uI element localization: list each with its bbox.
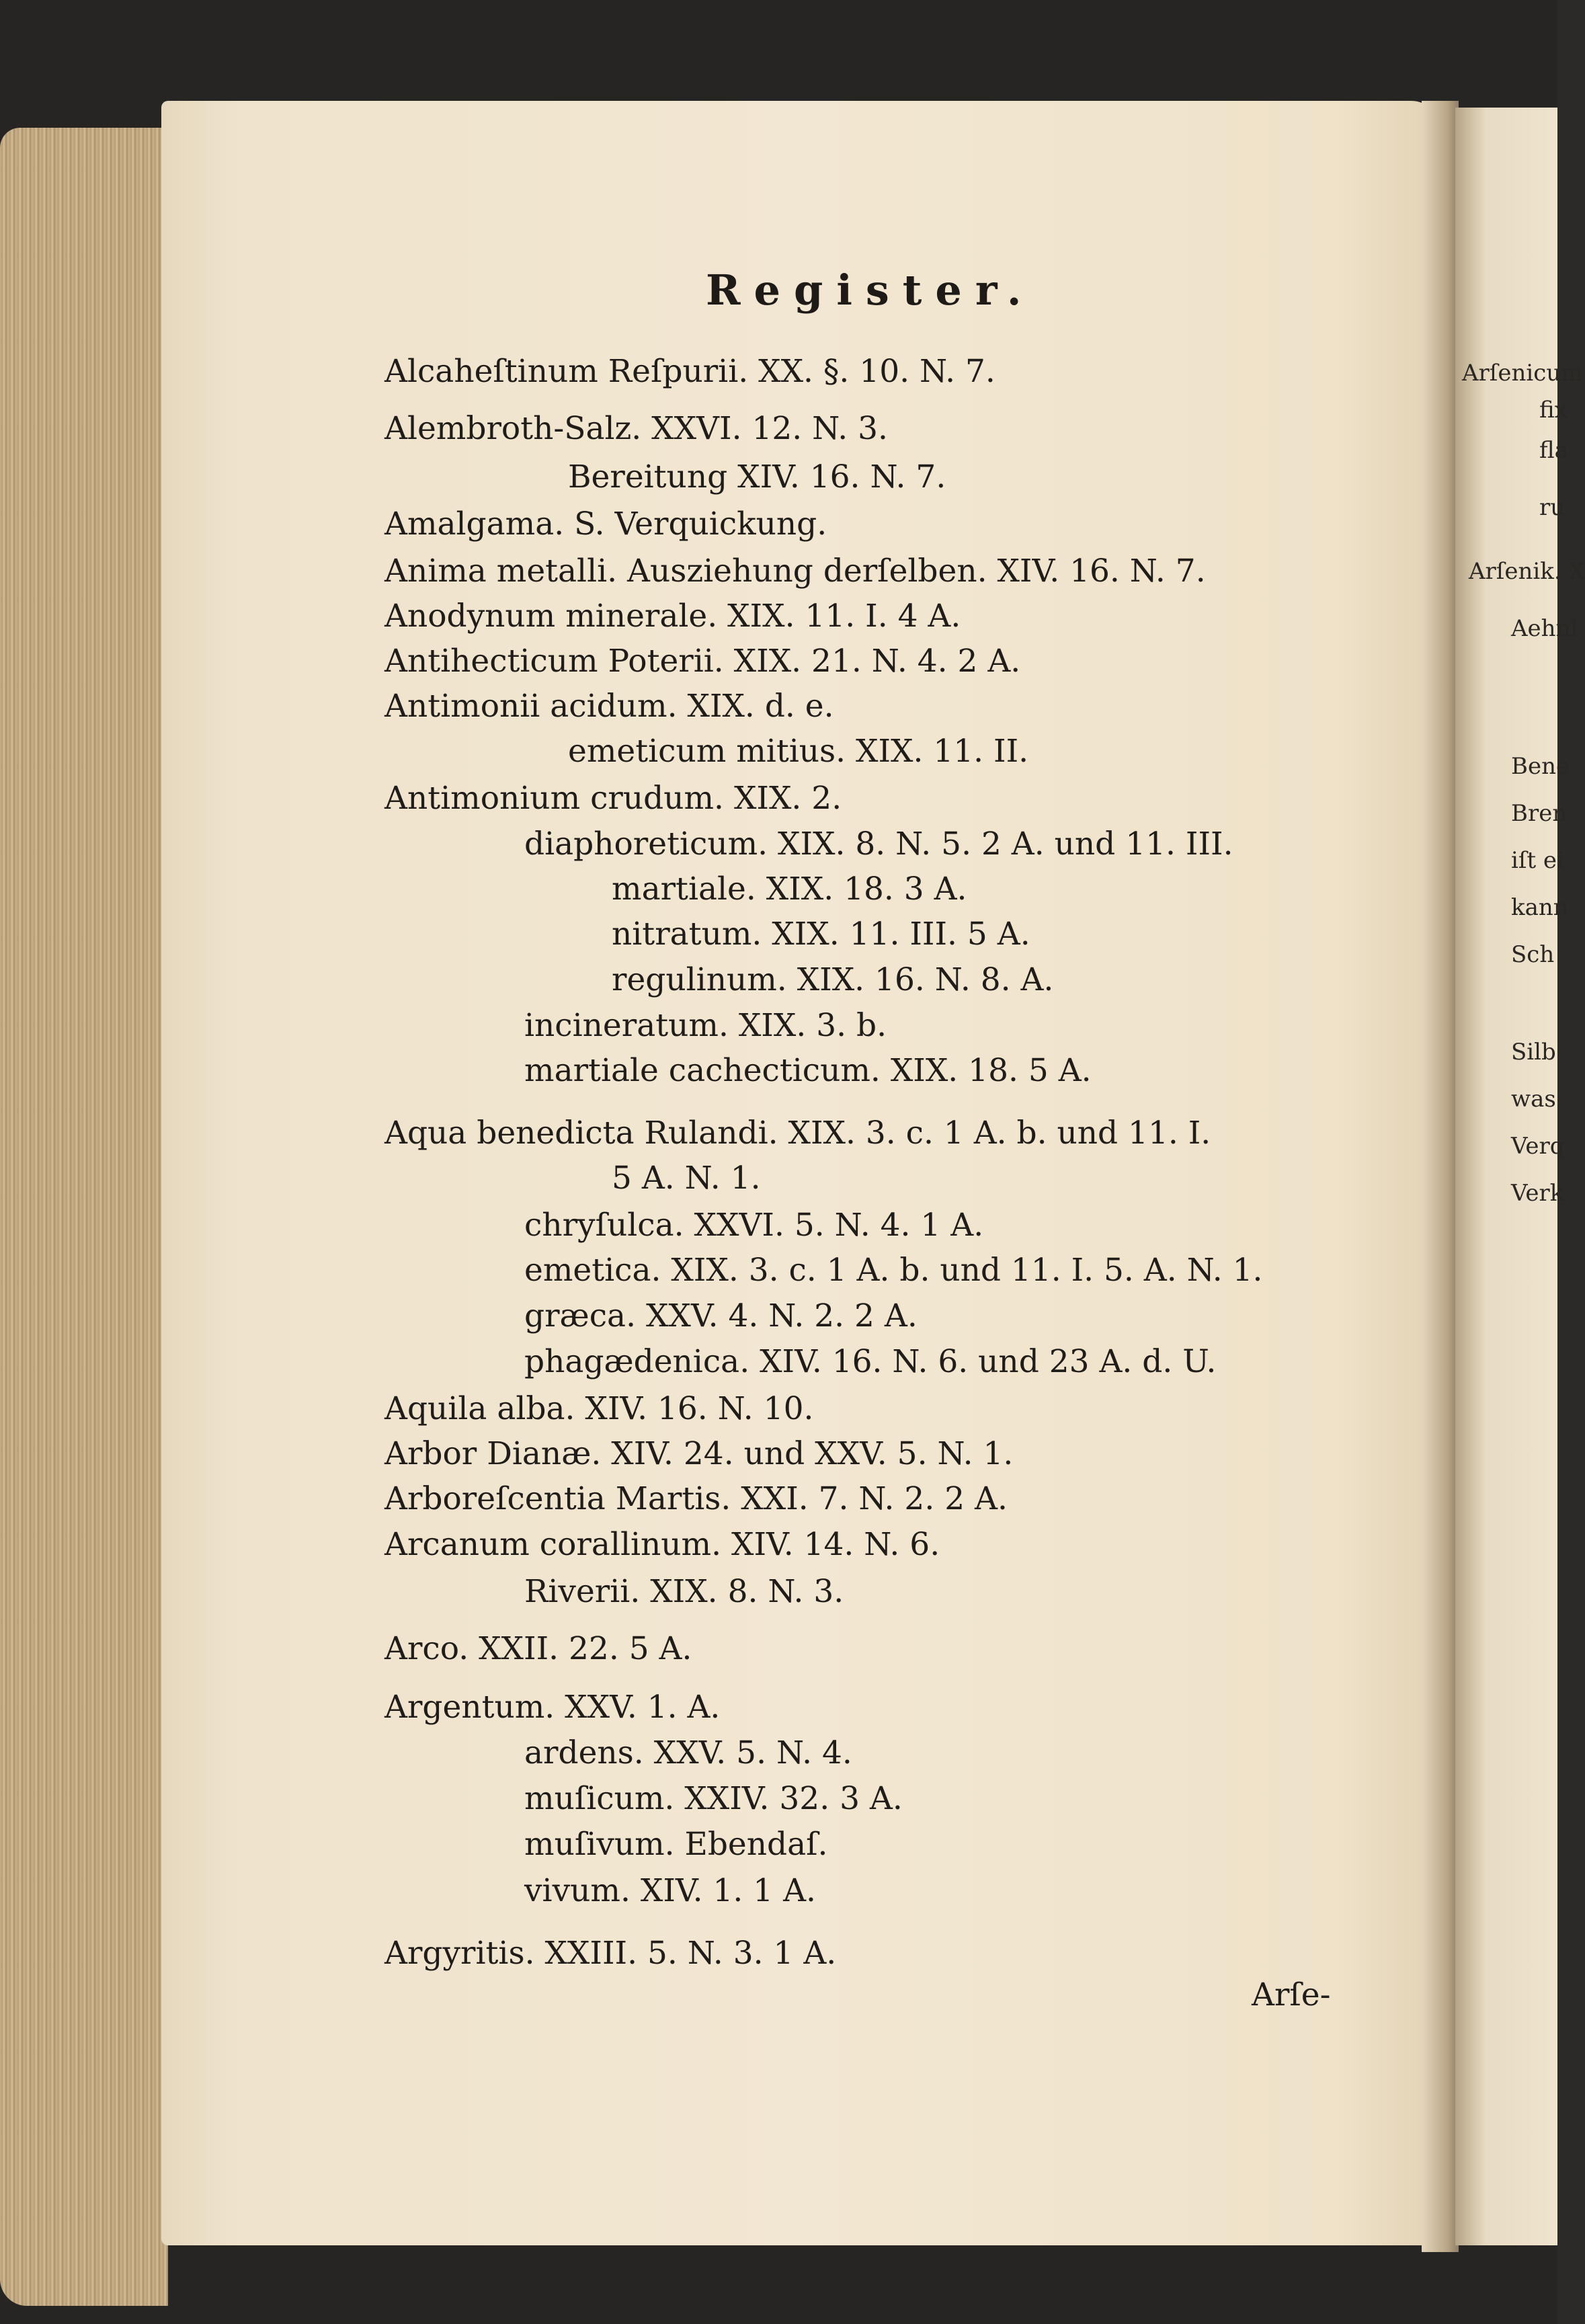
next-page-text: kann [1511, 894, 1568, 921]
next-page-text: was [1511, 1086, 1556, 1113]
book-gutter [1422, 101, 1459, 2252]
index-entry: diaphoreticum. XIX. 8. N. 5. 2 A. und 11. III. [524, 826, 1233, 863]
index-entry: Arcanum corallinum. XIV. 14. N. 6. [384, 1526, 940, 1563]
index-entry: Arbor Dianæ. XIV. 24. und XXV. 5. N. 1. [384, 1435, 1014, 1472]
index-entry: Anodynum minerale. XIX. 11. I. 4 A. [384, 598, 961, 635]
next-page-text: ru [1539, 494, 1566, 521]
index-entry: phagædenica. XIV. 16. N. 6. und 23 A. d. U. [524, 1343, 1217, 1380]
index-entry: muſicum. XXIV. 32. 3 A. [524, 1780, 903, 1817]
index-entry: martiale cachecticum. XIX. 18. 5 A. [524, 1052, 1092, 1089]
next-page-text: Verq [1511, 1133, 1565, 1160]
index-entry: Alembroth-Salz. XXVI. 12. N. 3. [384, 410, 888, 447]
page-block-edge [0, 128, 168, 2306]
index-entry: vivum. XIV. 1. 1 A. [524, 1872, 816, 1909]
index-entry: regulinum. XIX. 16. N. 8. A. [612, 961, 1054, 998]
index-entry: Aqua benedicta Rulandi. XIX. 3. c. 1 A. b. und 11. I. [384, 1115, 1211, 1152]
index-entry: Antimonii acidum. XIX. d. e. [384, 688, 834, 725]
index-entry: chryſulca. XXVI. 5. N. 4. 1 A. [524, 1207, 984, 1244]
index-entry: Alcaheſtinum Reſpurii. XX. §. 10. N. 7. [384, 353, 995, 390]
next-page-text: Bren [1511, 800, 1568, 827]
next-page-text: Sch [1511, 941, 1555, 968]
index-entry: ardens. XXV. 5. N. 4. [524, 1734, 852, 1771]
next-page-text: Bene [1511, 753, 1570, 780]
index-entry: muſivum. Ebendaſ. [524, 1826, 828, 1863]
catchword: Arſe- [1252, 1976, 1331, 2013]
next-page-text: Silb [1511, 1039, 1556, 1066]
next-page-text: Arſenicum [1462, 360, 1583, 387]
index-entry: Bereitung XIV. 16. N. 7. [568, 458, 946, 495]
index-entry: Riverii. XIX. 8. N. 3. [524, 1573, 844, 1610]
index-entry: Argyritis. XXIII. 5. N. 3. 1 A. [384, 1935, 837, 1972]
next-page-text: Verk [1511, 1180, 1564, 1207]
index-entry: nitratum. XIX. 11. III. 5 A. [612, 916, 1030, 953]
index-entry: Antimonium crudum. XIX. 2. [384, 780, 842, 817]
index-entry: emetica. XIX. 3. c. 1 A. b. und 11. I. 5. A. N. 1. [524, 1252, 1263, 1289]
next-page-text: Arſenik. X [1469, 558, 1585, 585]
index-entry: emeticum mitius. XIX. 11. II. [568, 733, 1029, 770]
page-heading: Register. [706, 266, 1035, 315]
next-page-text: fla [1539, 437, 1568, 464]
index-entry: incineratum. XIX. 3. b. [524, 1007, 887, 1044]
index-entry: martiale. XIX. 18. 3 A. [612, 871, 967, 908]
index-entry: Argentum. XXV. 1. A. [384, 1689, 721, 1726]
right-page-fragment [1455, 108, 1557, 2245]
index-entry: Antihecticum Poterii. XIX. 21. N. 4. 2 A. [384, 643, 1021, 680]
index-entry: Amalgama. S. Verquickung. [384, 506, 827, 543]
next-page-text: fix [1539, 397, 1568, 424]
index-entry: græca. XXV. 4. N. 2. 2 A. [524, 1297, 918, 1334]
index-entry: Anima metalli. Ausziehung derſelben. XIV. 16. N. 7. [384, 553, 1206, 590]
index-entry: Aquila alba. XIV. 16. N. 10. [384, 1390, 814, 1427]
next-page-text: iſt ei [1511, 847, 1564, 874]
index-entry: Arco. XXII. 22. 5 A. [384, 1630, 692, 1667]
index-entry: 5 A. N. 1. [612, 1160, 761, 1197]
next-page-text: Aehnl [1511, 615, 1578, 642]
index-entry: Arboreſcentia Martis. XXI. 7. N. 2. 2 A. [384, 1480, 1008, 1517]
